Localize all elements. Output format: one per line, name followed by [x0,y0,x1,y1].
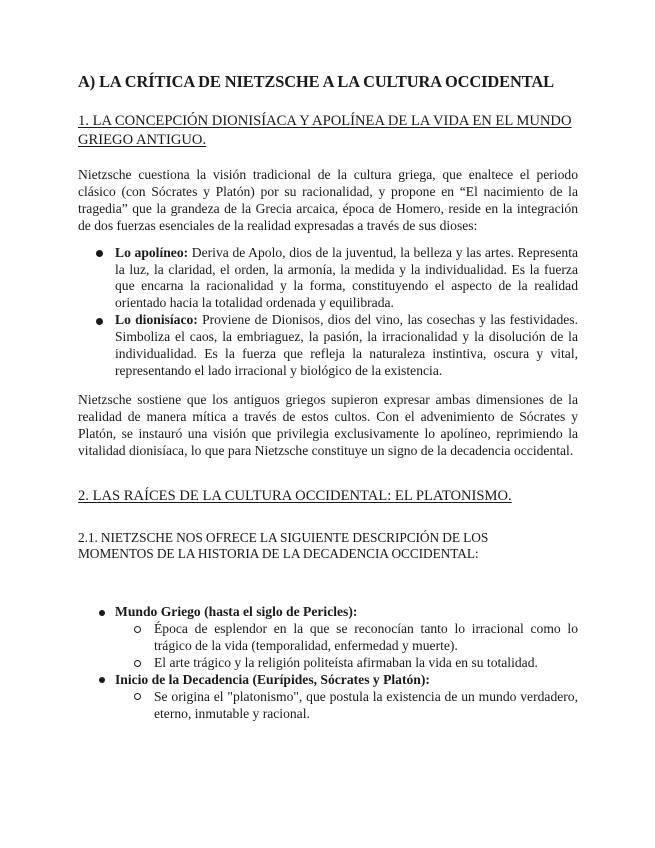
section-2-heading: 2. LAS RAÍCES DE LA CULTURA OCCIDENTAL: EL PLATONISMO. [78,487,512,504]
bullet-dionisiaco [78,312,578,380]
hollow-bullet-icon [134,660,141,667]
sub-list [115,621,578,672]
bullet-term: Lo apolíneo: [115,244,189,260]
list-item-label: Inicio de la Decadencia (Eurípides, Sócrates y Platón): [115,671,430,687]
document-title: A) LA CRÍTICA DE NIETZSCHE A LA CULTURA OCCIDENTAL [78,72,554,91]
sub-list-item-text: El arte trágico y la religión politeísta afirmaban la vida en su totalidad. [154,655,538,671]
bullet-dot-icon [96,250,103,257]
sub-list-item-text: Se origina el "platonismo", que postula la existencia de un mundo verdadero, eterno, inmutable y racional. [154,688,578,721]
list-item-mundo-griego [78,604,578,672]
section-1-conclusion-paragraph: Nietzsche sostiene que los antiguos griegos supieron expresar ambas dimensiones de la realidad de manera mítica a través de estos cultos. Con el advenimiento de Sócrates y Platón, se instauró una visión que privilegia exclusivamente lo apolíneo, reprimiendo la vitalidad dionisíaca, lo que para Nietzsche constituye un signo de la decadencia occidental. [78,391,578,458]
sub-list [115,689,578,723]
sub-list-item [115,655,578,672]
sub-list-item [115,621,578,655]
bullet-dot-icon [99,610,105,616]
bullet-dot-icon [99,677,105,683]
subsection-heading-line: MOMENTOS DE LA HISTORIA DE LA DECADENCIA OCCIDENTAL: [78,546,479,562]
hollow-bullet-icon [134,693,141,700]
bullet-dot-icon [96,318,103,325]
sub-list-item [115,689,578,723]
section-1-intro-paragraph: Nietzsche cuestiona la visión tradicional de la cultura griega, que enaltece el periodo clásico (con Sócrates y Platón) por su racionalidad, y propone en “El nacimiento de la tragedia” que la grandeza de la Grecia arcaica, época de Homero, reside en la integración de dos fuerzas esenciales de la realidad expresadas a través de sus dioses: [78,167,578,233]
bullet-text: Proviene de Dionisos, dios del vino, las cosechas y las festividades. Simboliza el caos, la embriaguez, la pasión, la irracionalidad y la disolución de la individualidad. Es la fuerza que refleja la naturaleza instintiva, oscura y vital, representando el lado irracional y biológico de la existencia. [115,312,578,378]
list-item-inicio-decadencia [78,672,578,723]
sub-list-item-text: Época de esplendor en la que se reconocían tanto lo irracional como lo trágico de la vida (temporalidad, enfermedad y muerte). [154,621,578,654]
bullet-text: Deriva de Apolo, dios de la juventud, la belleza y las artes. Representa la luz, la claridad, el orden, la armonía, la medida y la individualidad. Es la fuerza que encarna la racionalidad y la forma, constituyendo el aspecto de la realidad orientado hacia la totalidad ordenada y equilibrada. [115,244,579,311]
bullet-apolineo [78,245,578,313]
decadence-moments-list [78,604,578,722]
subsection-2-1-heading [78,530,578,564]
section-1-heading: 1. LA CONCEPCIÓN DIONISÍACA Y APOLÍNEA DE LA VIDA EN EL MUNDO GRIEGO ANTIGUO. [78,113,572,148]
list-item-label: Mundo Griego (hasta el siglo de Pericles): [115,604,358,620]
hollow-bullet-icon [134,626,141,633]
forces-bullet-list [78,245,578,380]
bullet-term: Lo dionisíaco: [115,312,198,328]
subsection-heading-line: 2.1. NIETZSCHE NOS OFRECE LA SIGUIENTE DESCRIPCIÓN DE LOS [78,529,489,545]
